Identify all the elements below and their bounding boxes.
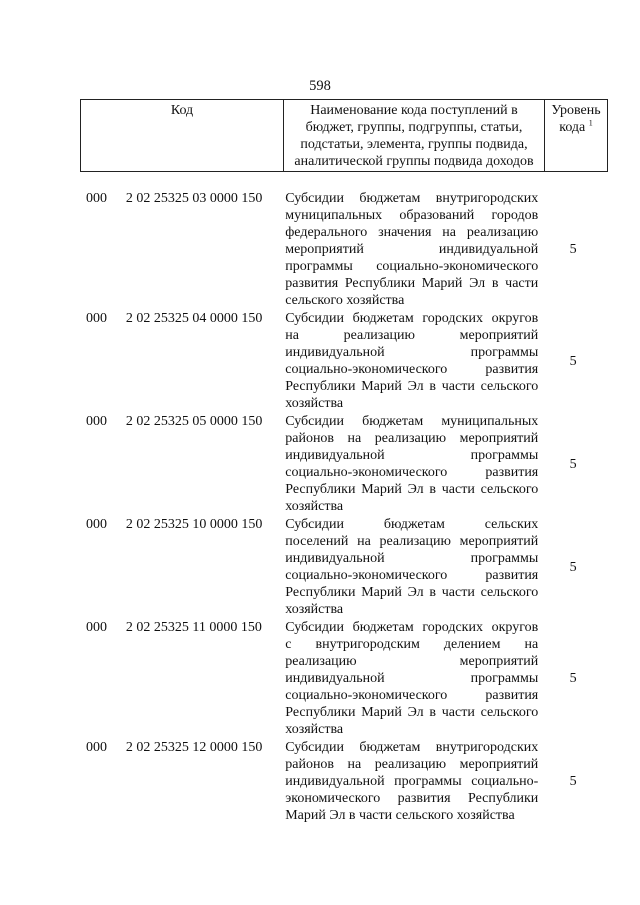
revenue-name-line: Субсидии бюджетам внутригородских: [285, 740, 539, 755]
revenue-name: [285, 516, 538, 618]
admin-code: 000: [86, 191, 107, 206]
revenue-name-line: социально-экономического развития: [285, 568, 539, 583]
code-level: 5: [569, 353, 577, 369]
revenue-name-line: социально-экономического развития: [285, 465, 539, 480]
revenue-code: 2 02 25325 03 0000 150: [125, 191, 263, 206]
code-level: 5: [569, 559, 577, 575]
code-level: 5: [569, 774, 577, 789]
revenue-name: [285, 190, 538, 309]
revenue-name-line: программы социально-экономического: [285, 259, 539, 274]
revenue-name-line: Марий Эл в части сельского хозяйства: [285, 808, 515, 823]
revenue-code: 2 02 25325 12 0000 150: [125, 740, 263, 755]
revenue-name-line: поселений на реализацию мероприятий: [285, 534, 539, 549]
table-row: [86, 619, 606, 738]
header-level-code-label: кода: [559, 120, 586, 135]
header-name-line: Наименование кода поступлений в: [310, 103, 518, 118]
code-level: 5: [569, 456, 577, 472]
header-level-cell: [545, 100, 608, 172]
code-level: 5: [569, 671, 577, 686]
revenue-name-line: социально-экономического развития: [285, 362, 539, 377]
table-header: [80, 99, 608, 172]
revenue-name-line: районов на реализацию мероприятий: [285, 757, 539, 772]
revenue-name-line: Республики Марий Эл в части сельского: [285, 585, 539, 600]
revenue-name-line: на реализацию мероприятий: [285, 328, 539, 343]
header-level-label: Уровень: [551, 103, 601, 118]
revenue-name-line: Субсидии бюджетам городских округов: [285, 620, 539, 635]
revenue-name-line: социально-экономического развития: [285, 688, 539, 703]
revenue-code: 2 02 25325 04 0000 150: [125, 311, 263, 326]
header-level-footnote: 1: [588, 118, 593, 128]
revenue-code: 2 02 25325 11 0000 150: [125, 620, 262, 635]
header-name-cell: [284, 100, 545, 172]
revenue-name-line: хозяйства: [285, 499, 344, 514]
admin-code: 000: [86, 414, 107, 429]
revenue-name-line: индивидуальной программы: [285, 345, 539, 360]
table-row: [86, 190, 606, 309]
revenue-name-line: развития Республики Марий Эл в части: [285, 276, 539, 291]
revenue-name-line: федерального значения на реализацию: [285, 225, 539, 240]
table-row: [86, 413, 606, 515]
table-row: [86, 739, 606, 824]
revenue-name-line: экономического развития Республики: [285, 791, 539, 806]
header-name-line: аналитической группы подвида доходов: [294, 154, 534, 169]
revenue-name-line: с внутригородским делением на: [285, 637, 539, 652]
revenue-name-line: Республики Марий Эл в части сельского: [285, 379, 539, 394]
revenue-name: [285, 413, 538, 515]
revenue-code: 2 02 25325 10 0000 150: [125, 517, 263, 532]
header-code-cell: [81, 100, 284, 172]
revenue-code: 2 02 25325 05 0000 150: [125, 414, 263, 429]
revenue-name: [285, 739, 538, 824]
admin-code: 000: [86, 740, 107, 755]
revenue-name: [285, 619, 538, 738]
page-number: 598: [309, 78, 331, 94]
revenue-name-line: индивидуальной программы социально-: [285, 774, 539, 789]
revenue-name-line: Республики Марий Эл в части сельского: [285, 705, 539, 720]
revenue-name-line: реализацию мероприятий: [285, 654, 539, 669]
revenue-name-line: индивидуальной программы: [285, 671, 539, 686]
revenue-name-line: индивидуальной программы: [285, 551, 539, 566]
admin-code: 000: [86, 311, 107, 326]
admin-code: 000: [86, 620, 107, 635]
revenue-name-line: Субсидии бюджетам внутригородских: [285, 191, 539, 206]
revenue-name-line: районов на реализацию мероприятий: [285, 431, 539, 446]
revenue-name-line: муниципальных образований городов: [285, 208, 539, 223]
header-name-line: бюджет, группы, подгруппы, статьи,: [305, 120, 523, 135]
revenue-name-line: индивидуальной программы: [285, 448, 539, 463]
revenue-name-line: Субсидии бюджетам муниципальных: [285, 414, 539, 429]
code-level: 5: [569, 242, 577, 257]
revenue-name-line: Субсидии бюджетам сельских: [285, 517, 539, 532]
revenue-name-line: хозяйства: [285, 602, 344, 617]
revenue-name-line: Республики Марий Эл в части сельского: [285, 482, 539, 497]
revenue-name-line: хозяйства: [285, 396, 344, 411]
admin-code: 000: [86, 517, 107, 532]
table-row: [86, 310, 606, 412]
table-row: [86, 516, 606, 618]
revenue-name: [285, 310, 538, 412]
revenue-name-line: хозяйства: [285, 722, 344, 737]
revenue-name-line: мероприятий индивидуальной: [285, 242, 539, 257]
revenue-name-line: сельского хозяйства: [285, 293, 405, 308]
table-body: [86, 190, 606, 825]
header-name-line: подстатьи, элемента, группы подвида,: [300, 137, 528, 152]
revenue-name-line: Субсидии бюджетам городских округов: [285, 311, 539, 326]
header-code-label: Код: [170, 103, 194, 118]
